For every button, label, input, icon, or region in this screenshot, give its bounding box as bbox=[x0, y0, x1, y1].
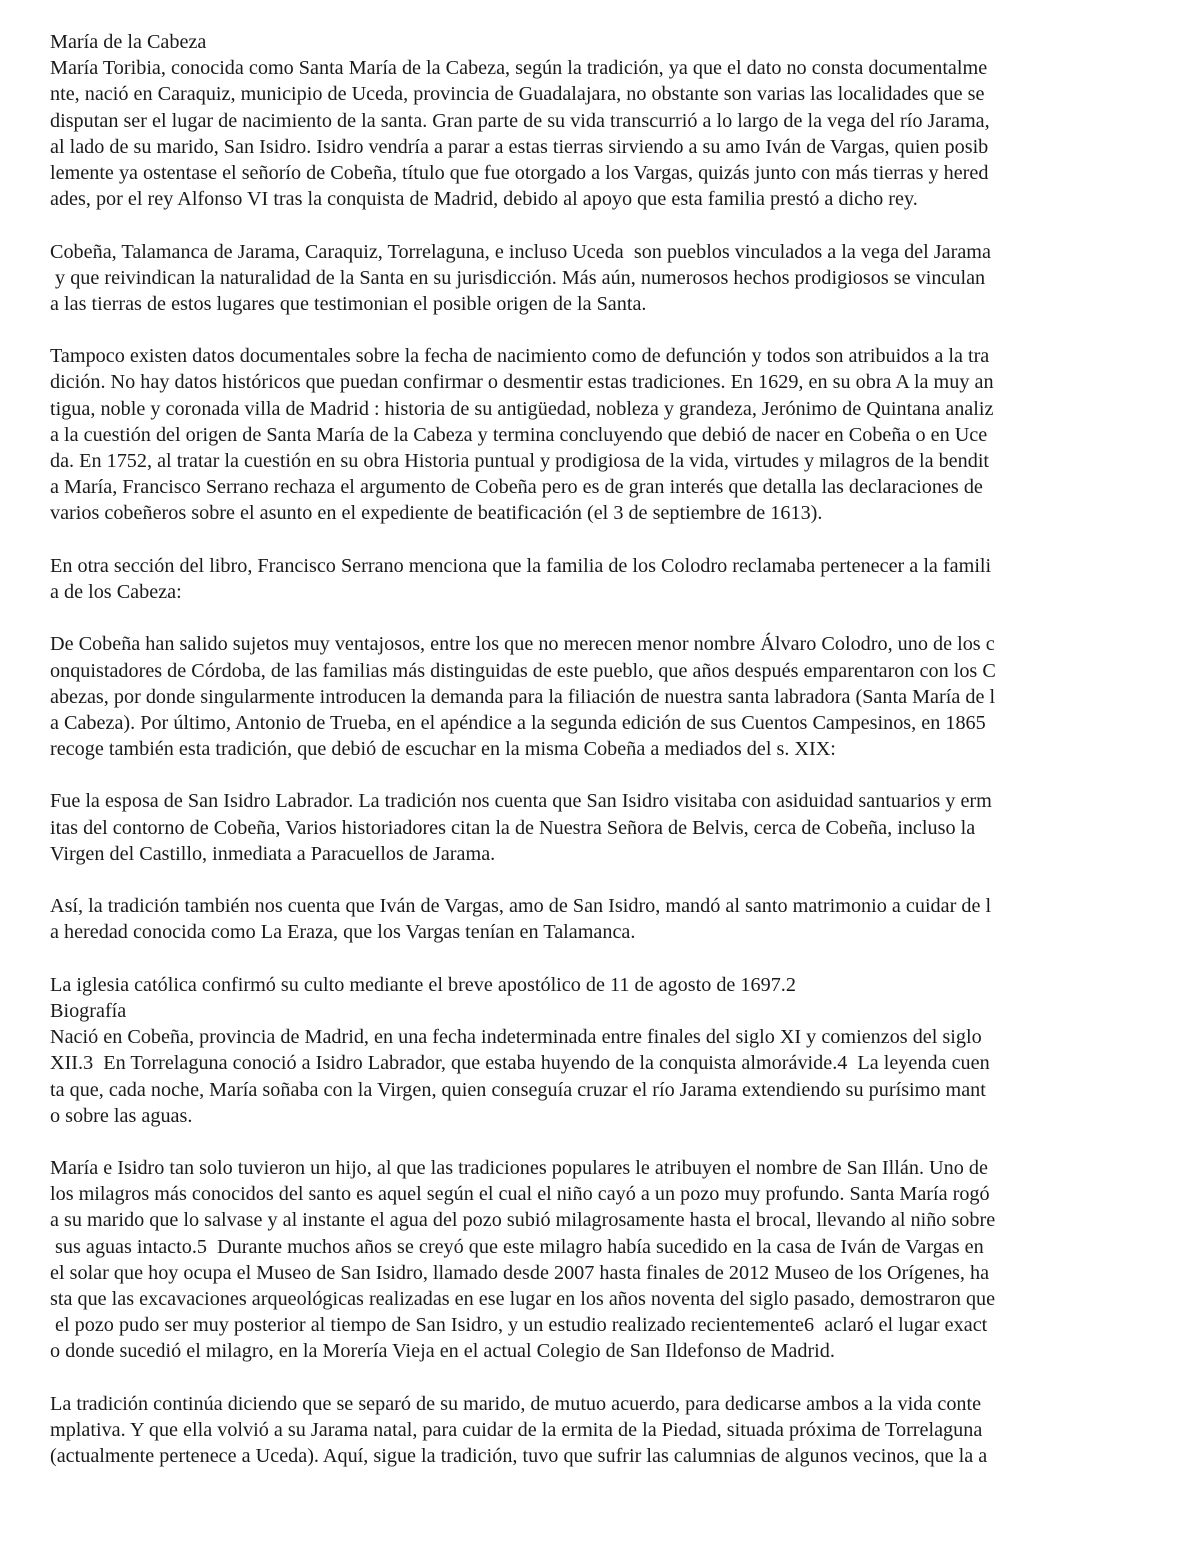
text-line: disputan ser el lugar de nacimiento de la santa. Gran parte de su vida transcurrió a lo largo de la vega del río Jarama, bbox=[50, 109, 990, 132]
text-line: recoge también esta tradición, que debió de escuchar en la misma Cobeña a mediados del s. XIX: bbox=[50, 738, 836, 761]
text-line: Biografía bbox=[50, 999, 127, 1022]
paragraph bbox=[50, 553, 1160, 605]
text-line: o sobre las aguas. bbox=[50, 1104, 193, 1127]
text-line: De Cobeña han salido sujetos muy ventajosos, entre los que no merecen menor nombre Álvaro Colodro, uno de los c bbox=[50, 633, 995, 656]
text-line: a María, Francisco Serrano rechaza el argumento de Cobeña pero es de gran interés que detalla las declaraciones de bbox=[50, 476, 983, 499]
text-line: La tradición continúa diciendo que se separó de su marido, de mutuo acuerdo, para dedicarse ambos a la vida conte bbox=[50, 1392, 982, 1415]
text-line: varios cobeñeros sobre el asunto en el expediente de beatificación (el 3 de septiembre de 1613). bbox=[50, 502, 823, 525]
text-line: Así, la tradición también nos cuenta que Iván de Vargas, amo de San Isidro, mandó al santo matrimonio a cuidar de l bbox=[50, 895, 992, 918]
text-line: abezas, por donde singularmente introducen la demanda para la filiación de nuestra santa labradora (Santa María de l bbox=[50, 685, 996, 708]
text-line: los milagros más conocidos del santo es aquel según el cual el niño cayó a un pozo muy profundo. Santa María rogó bbox=[50, 1183, 990, 1206]
text-line: La iglesia católica confirmó su culto mediante el breve apostólico de 11 de agosto de 1697.2 bbox=[50, 973, 796, 996]
text-line: a su marido que lo salvase y al instante el agua del pozo subió milagrosamente hasta el brocal, llevando al niño sobre bbox=[50, 1209, 996, 1232]
paragraph bbox=[50, 893, 1160, 945]
text-line: sta que las excavaciones arqueológicas realizadas en ese lugar en los años noventa del siglo pasado, demostraron que bbox=[50, 1288, 996, 1310]
text-line: sus aguas intacto.5 Durante muchos años se creyó que este milagro había sucedido en la casa de Iván de Vargas en bbox=[50, 1235, 984, 1258]
text-line: Cobeña, Talamanca de Jarama, Caraquiz, Torrelaguna, e incluso Uceda son pueblos vinculados a la vega del Jarama bbox=[50, 240, 991, 263]
text-line: onquistadores de Córdoba, de las familias más distinguidas de este pueblo, que años después emparentaron con los C bbox=[50, 659, 996, 682]
text-line: a Cabeza). Por último, Antonio de Trueba, en el apéndice a la segunda edición de sus Cuentos Campesinos, en 1865 bbox=[50, 711, 986, 734]
paragraph bbox=[50, 239, 1160, 318]
paragraph-spacer bbox=[50, 317, 1160, 343]
paragraph-spacer bbox=[50, 762, 1160, 788]
text-line: da. En 1752, al tratar la cuestión en su obra Historia puntual y prodigiosa de la vida, virtudes y milagros de la bendit bbox=[50, 450, 990, 472]
text-line: o donde sucedió el milagro, en la Morería Vieja en el actual Colegio de San Ildefonso de Madrid. bbox=[50, 1340, 835, 1363]
text-line: a las tierras de estos lugares que testimonian el posible origen de la Santa. bbox=[50, 292, 647, 315]
document-body bbox=[50, 55, 1160, 1469]
paragraph bbox=[50, 1155, 1160, 1365]
text-line: dición. No hay datos históricos que puedan confirmar o desmentir estas tradiciones. En 1629, en su obra A la muy an bbox=[50, 371, 994, 394]
text-line: María Toribia, conocida como Santa María de la Cabeza, según la tradición, ya que el dato no consta documentalme bbox=[50, 57, 988, 80]
paragraph bbox=[50, 55, 1160, 212]
paragraph bbox=[50, 631, 1160, 762]
paragraph-spacer bbox=[50, 946, 1160, 972]
paragraph-spacer bbox=[50, 1365, 1160, 1391]
text-line: el solar que hoy ocupa el Museo de San Isidro, llamado desde 2007 hasta finales de 2012 Museo de los Orígenes, ha bbox=[50, 1261, 990, 1284]
text-line: Nació en Cobeña, provincia de Madrid, en una fecha indeterminada entre finales del siglo XI y comienzos del siglo bbox=[50, 1026, 982, 1049]
text-line: itas del contorno de Cobeña, Varios historiadores citan la de Nuestra Señora de Belvis, cerca de Cobeña, incluso la bbox=[50, 816, 976, 839]
text-line: tigua, noble y coronada villa de Madrid : historia de su antigüedad, nobleza y grandeza, Jerónimo de Quintana analiz bbox=[50, 397, 994, 420]
document-page bbox=[50, 29, 1160, 1469]
paragraph-spacer bbox=[50, 605, 1160, 631]
text-line: ades, por el rey Alfonso VI tras la conquista de Madrid, debido al apoyo que esta familia prestó a dicho rey. bbox=[50, 188, 918, 211]
text-line: al lado de su marido, San Isidro. Isidro vendría a parar a estas tierras sirviendo a su amo Iván de Vargas, quien posib bbox=[50, 135, 989, 158]
paragraph-spacer bbox=[50, 1129, 1160, 1155]
paragraph bbox=[50, 343, 1160, 526]
text-line: Tampoco existen datos documentales sobre la fecha de nacimiento como de defunción y todos son atribuidos a la tra bbox=[50, 345, 990, 368]
document-title: María de la Cabeza bbox=[50, 31, 207, 53]
text-line: a de los Cabeza: bbox=[50, 580, 182, 603]
text-line: a la cuestión del origen de Santa María de la Cabeza y termina concluyendo que debió de nacer en Cobeña o en Uce bbox=[50, 423, 988, 446]
text-line: María e Isidro tan solo tuvieron un hijo, al que las tradiciones populares le atribuyen el nombre de San Illán. Uno de bbox=[50, 1157, 988, 1180]
paragraph-spacer bbox=[50, 527, 1160, 553]
text-line: mplativa. Y que ella volvió a su Jarama natal, para cuidar de la ermita de la Piedad, situada próxima de Torrelaguna bbox=[50, 1418, 983, 1441]
paragraph-spacer bbox=[50, 212, 1160, 238]
text-line: XII.3 En Torrelaguna conoció a Isidro Labrador, que estaba huyendo de la conquista almorávide.4 La leyenda cuen bbox=[50, 1052, 990, 1075]
text-line: a heredad conocida como La Eraza, que los Vargas tenían en Talamanca. bbox=[50, 921, 636, 944]
paragraph bbox=[50, 972, 1160, 1129]
text-line: nte, nació en Caraquiz, municipio de Uceda, provincia de Guadalajara, no obstante son varias las localidades que se bbox=[50, 83, 985, 106]
paragraph bbox=[50, 1391, 1160, 1470]
text-line: el pozo pudo ser muy posterior al tiempo de San Isidro, y un estudio realizado recientemente6 aclaró el lugar exact bbox=[50, 1314, 988, 1337]
paragraph-spacer bbox=[50, 867, 1160, 893]
text-line: Virgen del Castillo, inmediata a Paracuellos de Jarama. bbox=[50, 842, 496, 865]
text-line: y que reivindican la naturalidad de la Santa en su jurisdicción. Más aún, numerosos hechos prodigiosos se vinculan bbox=[50, 266, 986, 289]
text-line: (actualmente pertenece a Uceda). Aquí, sigue la tradición, tuvo que sufrir las calumnias de algunos vecinos, que la a bbox=[50, 1445, 988, 1468]
text-line: ta que, cada noche, María soñaba con la Virgen, quien conseguía cruzar el río Jarama extendiendo su purísimo mant bbox=[50, 1078, 986, 1101]
text-line: lemente ya ostentase el señorío de Cobeña, título que fue otorgado a los Vargas, quizás junto con más tierras y hered bbox=[50, 161, 989, 184]
paragraph bbox=[50, 788, 1160, 867]
text-line: Fue la esposa de San Isidro Labrador. La tradición nos cuenta que San Isidro visitaba con asiduidad santuarios y erm bbox=[50, 790, 992, 813]
text-line: En otra sección del libro, Francisco Serrano menciona que la familia de los Colodro reclamaba pertenecer a la famili bbox=[50, 554, 992, 577]
